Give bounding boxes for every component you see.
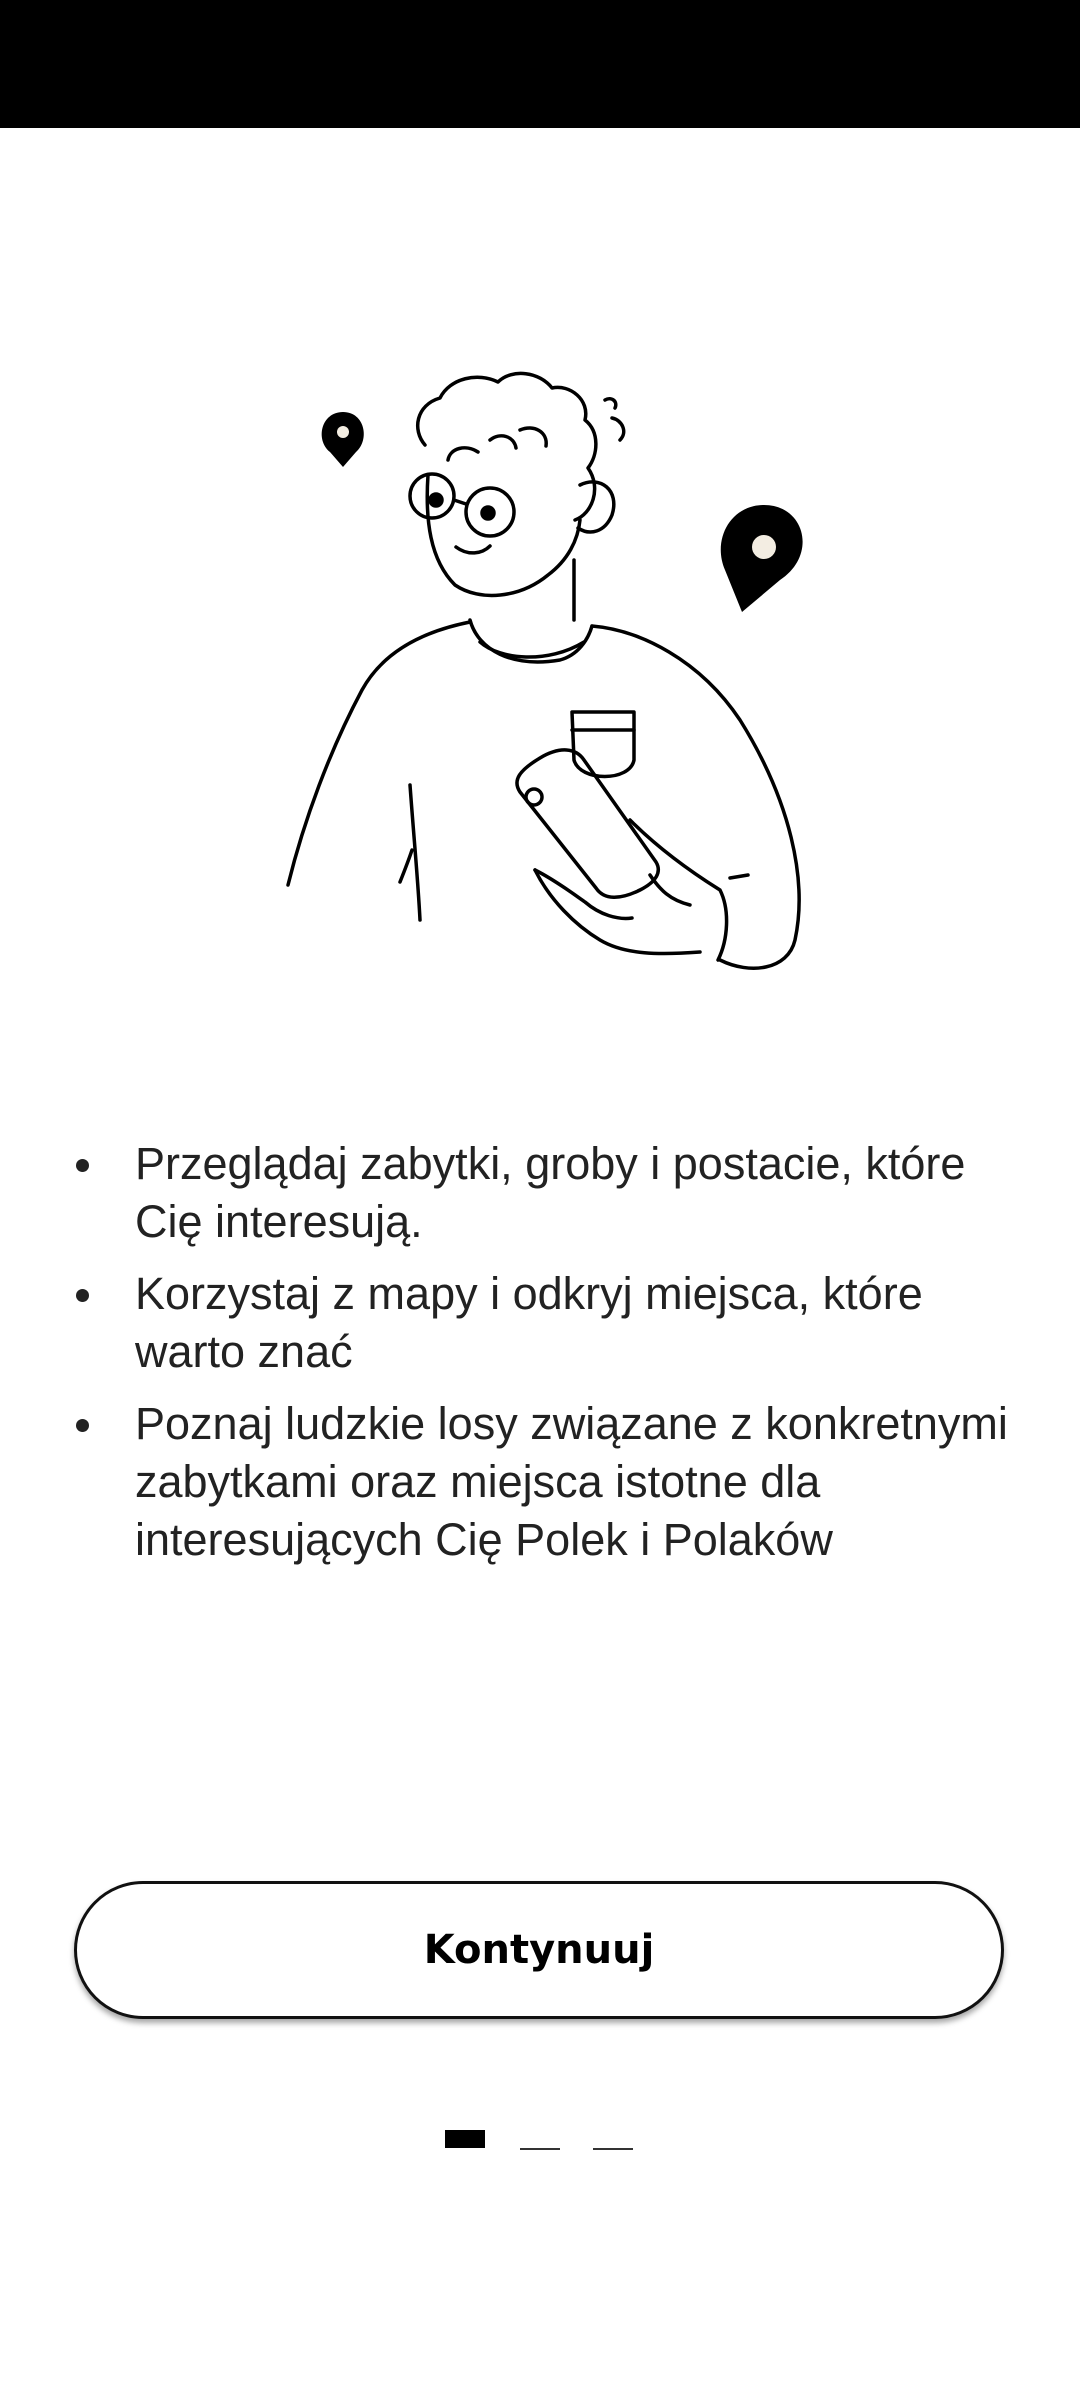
page-indicator-active: [445, 2130, 485, 2148]
list-item: [68, 1135, 1008, 1251]
feature-list: [68, 1135, 1008, 1583]
continue-button[interactable]: [74, 1881, 1004, 2019]
page-indicator-inactive: [593, 2148, 633, 2150]
list-item: [68, 1395, 1008, 1569]
status-bar: [0, 0, 1080, 128]
list-item-text: Korzystaj z mapy i odkryj miejsca, które warto znać: [135, 1268, 923, 1377]
page-indicator-inactive: [520, 2148, 560, 2150]
list-item-text: Przeglądaj zabytki, groby i postacie, które Cię interesują.: [135, 1138, 966, 1247]
page-indicator: [445, 2130, 635, 2156]
map-pin-icon: [322, 412, 364, 467]
list-item-text: Poznaj ludzkie losy związane z konkretnymi zabytkami oraz miejsca istotne dla interesujących Cię Polek i Polaków: [135, 1398, 1008, 1565]
bullet-icon: [76, 1419, 89, 1432]
person-with-phone-illustration: [270, 355, 830, 975]
bullet-icon: [76, 1159, 89, 1172]
bullet-icon: [76, 1289, 89, 1302]
continue-button-label: Kontynuuj: [423, 1927, 655, 1973]
list-item: [68, 1265, 1008, 1381]
map-pin-icon: [721, 505, 803, 612]
